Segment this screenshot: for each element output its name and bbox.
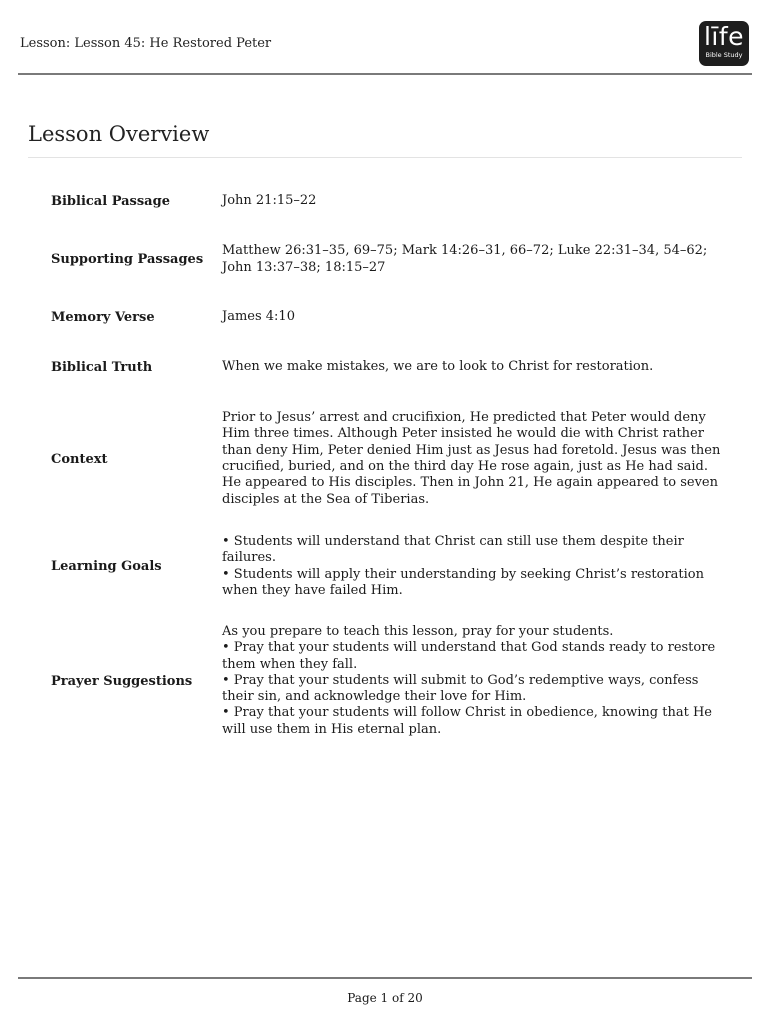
page-number: Page 1 of 20: [347, 991, 423, 1005]
life-bible-study-logo: [699, 21, 749, 66]
overview-row-context: [0, 410, 770, 508]
footer-divider: [18, 977, 752, 979]
row-value: [222, 624, 722, 738]
overview-row-biblical-truth: [0, 359, 770, 375]
row-value: Prior to Jesus’ arrest and crucifixion, He predicted that Peter would deny Him three times. Although Peter insisted he would die with Christ rather than deny Him, Peter denied Him just as Jesus had foretold. Jesus was then crucified, buried, and on the third day He rose again, just as He had said. He appeared to His disciples. Then in John 21, He again appeared to seven disciples at the Sea of Tiberias.: [222, 410, 721, 507]
row-label: Context: [51, 451, 108, 467]
row-label: Learning Goals: [51, 559, 162, 574]
page-header-title: Lesson: Lesson 45: He Restored Peter: [20, 36, 272, 51]
list-item: • Pray that your students will understand that God stands ready to restore them when they fall.: [222, 640, 716, 672]
list-item: • Pray that your students will follow Christ in obedience, knowing that He will use them in His eternal plan.: [222, 705, 712, 737]
row-label: Memory Verse: [51, 309, 155, 325]
logo-word: līfe: [703, 22, 745, 51]
row-value: John 21:15–22: [222, 192, 317, 208]
overview-row-memory-verse: [0, 309, 770, 325]
section-divider: [28, 157, 742, 158]
section-title: Lesson Overview: [28, 122, 210, 146]
logo-subtitle: Bible Study: [705, 51, 743, 59]
list-item: • Students will understand that Christ can still use them despite their failures.: [222, 533, 684, 566]
row-value: When we make mistakes, we are to look to Christ for restoration.: [222, 358, 654, 374]
row-label: Biblical Truth: [51, 359, 153, 375]
list-item: • Pray that your students will submit to God’s redemptive ways, confess their sin, and acknowledge their love for Him.: [222, 672, 699, 705]
row-label: Biblical Passage: [51, 193, 170, 209]
header-divider: [18, 73, 752, 75]
overview-row-supporting-passages: [0, 243, 770, 276]
row-label: Prayer Suggestions: [51, 673, 193, 689]
overview-row-biblical-passage: [0, 193, 770, 209]
row-value: Matthew 26:31–35, 69–75; Mark 14:26–31, 66–72; Luke 22:31–34, 54–62; John 13:37–38; 18:15–27: [222, 243, 708, 275]
row-label: Supporting Passages: [51, 252, 204, 267]
prayer-intro: As you prepare to teach this lesson, pray for your students.: [222, 623, 614, 639]
row-value: James 4:10: [222, 308, 295, 324]
overview-row-prayer-suggestions: [0, 624, 770, 738]
overview-row-learning-goals: [0, 533, 770, 598]
row-value: [222, 534, 722, 599]
list-item: • Students will apply their understanding by seeking Christ’s restoration when they have failed Him.: [222, 566, 704, 598]
